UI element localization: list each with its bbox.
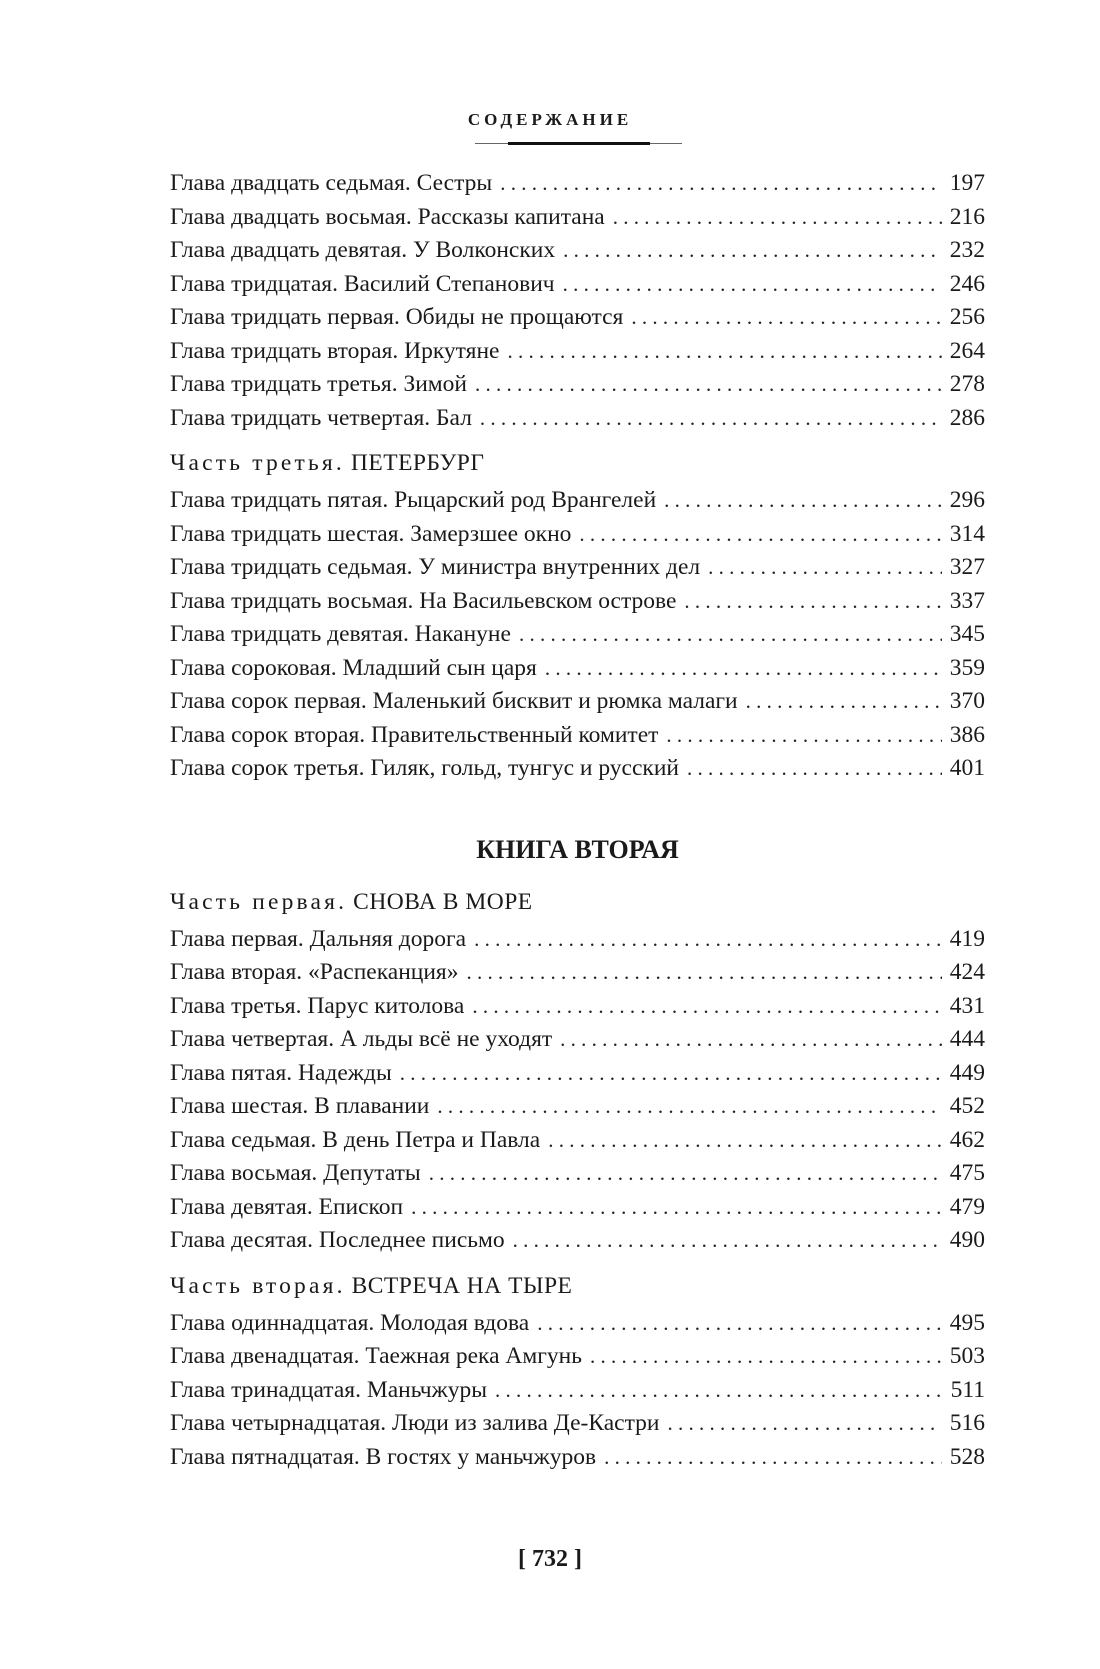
toc-entry	[170, 1377, 985, 1411]
entry-page: 431	[949, 992, 985, 1019]
dot-leader	[472, 994, 941, 1019]
toc-entry	[170, 959, 985, 993]
entry-page: 490	[949, 1227, 985, 1253]
entry-title: Глава десятая. Последнее письмо	[170, 1227, 505, 1253]
entry-page: 232	[949, 237, 985, 263]
part-heading-meeting-on-tyr	[170, 1273, 985, 1306]
toc-group-4	[170, 1310, 985, 1478]
dot-leader	[437, 1094, 941, 1119]
entry-page: 296	[949, 487, 985, 513]
entry-title: Глава четырнадцатая. Люди из залива Де-Кастри	[170, 1410, 660, 1436]
dot-leader	[513, 1228, 942, 1253]
entry-page: 495	[949, 1309, 985, 1336]
book-heading: КНИГА ВТОРАЯ	[476, 834, 679, 864]
entry-title: Глава тридцать восьмая. На Васильевском острове	[170, 587, 677, 614]
dot-leader	[500, 171, 942, 196]
dot-leader	[475, 372, 942, 397]
entry-page: 327	[949, 554, 985, 580]
toc-entry	[170, 755, 985, 789]
toc-entry	[170, 722, 985, 756]
running-head-rule-accent	[508, 142, 650, 145]
entry-title: Глава тринадцатая. Маньчжуры	[170, 1376, 488, 1403]
entry-page: 424	[949, 959, 985, 985]
entry-page: 401	[949, 755, 985, 781]
entry-title: Глава третья. Парус китолова	[170, 992, 465, 1019]
entry-title: Глава сороковая. Младший сын царя	[170, 654, 537, 681]
entry-title: Глава двадцать седьмая. Сестры	[170, 170, 493, 196]
part-label: Часть третья.	[170, 450, 346, 476]
toc-entry	[170, 170, 985, 204]
dot-leader	[664, 488, 942, 513]
entry-title: Глава двадцать девятая. У Волконских	[170, 237, 556, 263]
entry-title: Глава четвертая. А льды всё не уходят	[170, 1026, 553, 1052]
toc-entry	[170, 1343, 985, 1377]
dot-leader	[687, 756, 942, 781]
entry-page: 511	[950, 1376, 985, 1403]
entry-page: 256	[949, 304, 985, 330]
entry-page: 314	[949, 520, 985, 547]
entry-title: Глава тридцать вторая. Иркутяне	[170, 337, 500, 364]
dot-leader	[708, 555, 942, 580]
entry-title: Глава тридцать четвертая. Бал	[170, 404, 472, 431]
dot-leader	[684, 589, 941, 614]
dot-leader	[563, 272, 942, 297]
toc-group-2	[170, 487, 985, 789]
part-title: ПЕТЕРБУРГ	[350, 450, 485, 476]
toc-entry	[170, 1060, 985, 1094]
dot-leader	[537, 1311, 942, 1336]
toc-entry	[170, 1310, 985, 1344]
toc-entry	[170, 1194, 985, 1228]
dot-leader	[604, 1445, 942, 1470]
toc-entry	[170, 1127, 985, 1161]
dot-leader	[411, 1195, 942, 1220]
entry-page: 516	[949, 1410, 985, 1436]
entry-title: Глава двадцать восьмая. Рассказы капитана	[170, 203, 605, 230]
page-number: [ 732 ]	[518, 1546, 582, 1572]
entry-title: Глава тридцать седьмая. У министра внутренних дел	[170, 554, 701, 580]
part-title: СНОВА В МОРЕ	[353, 888, 533, 915]
part-title: ВСТРЕЧА НА ТЫРЕ	[351, 1272, 573, 1299]
toc-entry	[170, 588, 985, 622]
dot-leader	[590, 1344, 942, 1369]
entry-page: 386	[949, 721, 985, 748]
entry-page: 479	[949, 1193, 985, 1220]
entry-page: 216	[949, 203, 985, 230]
toc-entry	[170, 237, 985, 271]
dot-leader	[667, 1411, 941, 1436]
dot-leader	[480, 406, 942, 431]
toc-entry	[170, 1410, 985, 1444]
dot-leader	[563, 238, 942, 263]
entry-title: Глава сорок первая. Маленький бисквит и рюмка малаги	[170, 688, 738, 714]
entry-page: 278	[949, 371, 985, 397]
entry-page: 264	[949, 337, 985, 364]
entry-title: Глава тридцать шестая. Замерзшее окно	[170, 520, 572, 547]
toc-entry	[170, 338, 985, 372]
toc-entry	[170, 993, 985, 1027]
toc-entry	[170, 926, 985, 960]
entry-title: Глава тридцать первая. Обиды не прощаются	[170, 304, 624, 330]
entry-page: 286	[949, 404, 985, 431]
entry-page: 359	[949, 654, 985, 681]
dot-leader	[579, 522, 941, 547]
entry-page: 419	[949, 925, 985, 952]
entry-page: 197	[949, 170, 985, 196]
toc-entry	[170, 271, 985, 305]
entry-page: 503	[949, 1343, 985, 1369]
entry-title: Глава восьмая. Депутаты	[170, 1160, 421, 1186]
toc-entry	[170, 688, 985, 722]
running-head: СОДЕРЖАНИЕ	[467, 110, 633, 129]
entry-title: Глава тридцатая. Василий Степанович	[170, 270, 555, 297]
dot-leader	[467, 960, 942, 985]
dot-leader	[631, 305, 941, 330]
entry-title: Глава тридцать пятая. Рыцарский род Врангелей	[170, 487, 657, 513]
entry-title: Глава вторая. «Распеканция»	[170, 959, 459, 985]
entry-title: Глава тридцать третья. Зимой	[170, 371, 467, 397]
entry-title: Глава девятая. Епископ	[170, 1193, 404, 1220]
entry-title: Глава двенадцатая. Таежная река Амгунь	[170, 1343, 582, 1369]
entry-page: 246	[949, 270, 985, 297]
toc-entry	[170, 1227, 985, 1261]
part-label: Часть первая.	[170, 888, 348, 915]
toc-entry	[170, 204, 985, 238]
entry-page: 337	[949, 587, 985, 614]
entry-page: 528	[949, 1443, 985, 1470]
toc-entry	[170, 521, 985, 555]
entry-page: 462	[949, 1126, 985, 1153]
entry-page: 370	[949, 688, 985, 714]
toc-entry	[170, 405, 985, 439]
toc-entry	[170, 1026, 985, 1060]
dot-leader	[613, 205, 942, 230]
toc-entry	[170, 655, 985, 689]
toc-entry	[170, 371, 985, 405]
part-heading-petersburg	[170, 450, 985, 483]
toc-entry	[170, 1444, 985, 1478]
entry-title: Глава сорок третья. Гиляк, гольд, тунгус и русский	[170, 755, 679, 781]
toc-entry	[170, 621, 985, 655]
toc-entry	[170, 1093, 985, 1127]
entry-title: Глава пятая. Надежды	[170, 1059, 392, 1086]
toc-entry	[170, 304, 985, 338]
toc-group-1	[170, 170, 985, 438]
entry-title: Глава седьмая. В день Петра и Павла	[170, 1126, 541, 1153]
dot-leader	[474, 927, 942, 952]
dot-leader	[666, 723, 941, 748]
dot-leader	[429, 1161, 942, 1186]
dot-leader	[519, 622, 942, 647]
entry-page: 345	[949, 621, 985, 647]
entry-title: Глава одиннадцатая. Молодая вдова	[170, 1309, 530, 1336]
part-label: Часть вторая.	[170, 1272, 346, 1299]
entry-page: 449	[949, 1059, 985, 1086]
entry-title: Глава сорок вторая. Правительственный комитет	[170, 721, 659, 748]
toc-entry	[170, 554, 985, 588]
toc-group-3	[170, 926, 985, 1261]
dot-leader	[545, 656, 942, 681]
dot-leader	[548, 1128, 942, 1153]
toc-entry	[170, 1160, 985, 1194]
entry-title: Глава пятнадцатая. В гостях у маньчжуров	[170, 1443, 597, 1470]
dot-leader	[507, 339, 941, 364]
entry-title: Глава тридцать девятая. Накануне	[170, 621, 511, 647]
entry-page: 444	[949, 1026, 985, 1052]
entry-page: 452	[949, 1093, 985, 1119]
dot-leader	[495, 1378, 943, 1403]
entry-title: Глава первая. Дальняя дорога	[170, 925, 467, 952]
part-heading-again-at-sea	[170, 889, 985, 922]
toc-entry	[170, 487, 985, 521]
entry-title: Глава шестая. В плавании	[170, 1093, 430, 1119]
entry-page: 475	[949, 1160, 985, 1186]
dot-leader	[560, 1027, 942, 1052]
dot-leader	[400, 1061, 942, 1086]
table-of-contents	[170, 170, 985, 1477]
dot-leader	[746, 689, 942, 714]
